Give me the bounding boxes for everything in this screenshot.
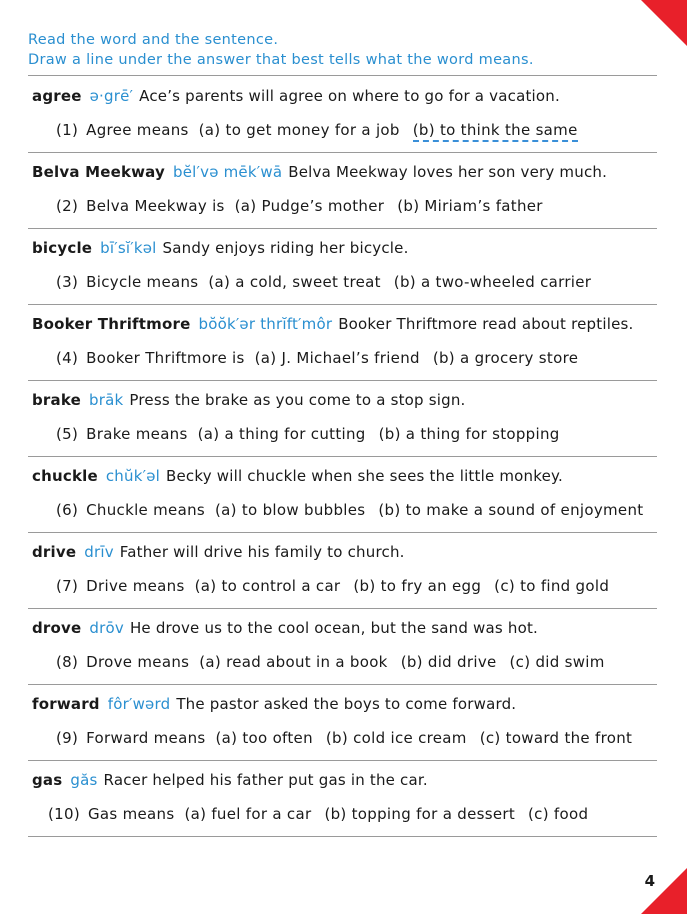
vocab-entry	[28, 380, 657, 456]
answer-option-c[interactable]: (c) did swim	[509, 653, 605, 671]
question-line	[56, 577, 609, 595]
question-line	[56, 121, 578, 139]
vocab-entry	[28, 684, 657, 760]
pronunciation: găs	[70, 771, 98, 789]
answer-option-a[interactable]: (a) fuel for a car	[184, 805, 312, 823]
answer-option-a[interactable]: (a) to control a car	[194, 577, 341, 595]
question-prompt: Bicycle means	[86, 273, 199, 291]
answer-option-b[interactable]: (b) topping for a dessert	[324, 805, 516, 823]
pronunciation: chŭk′əl	[105, 467, 160, 485]
vocab-word: gas	[32, 771, 63, 789]
question-prompt: Forward means	[86, 729, 206, 747]
question-number: (5)	[56, 425, 79, 443]
question-number: (7)	[56, 577, 79, 595]
answer-option-b[interactable]: (b) Miriam’s father	[397, 197, 543, 215]
example-sentence: Belva Meekway loves her son very much.	[288, 163, 608, 181]
answer-option-a[interactable]: (a) to blow bubbles	[215, 501, 366, 519]
question-prompt: Gas means	[88, 805, 175, 823]
word-line	[32, 695, 516, 713]
question-line	[56, 425, 560, 443]
answer-option-a[interactable]: (a) a cold, sweet treat	[208, 273, 381, 291]
answer-option-b[interactable]: (b) cold ice cream	[325, 729, 467, 747]
vocab-entry	[28, 456, 657, 532]
example-sentence: Racer helped his father put gas in the car.	[103, 771, 428, 789]
question-prompt: Booker Thriftmore is	[86, 349, 245, 367]
example-sentence: Ace’s parents will agree on where to go for a vacation.	[139, 87, 560, 105]
question-prompt: Chuckle means	[86, 501, 205, 519]
question-prompt: Drove means	[86, 653, 190, 671]
answer-option-b[interactable]: (b) to think the same	[413, 121, 578, 142]
answer-option-b[interactable]: (b) to make a sound of enjoyment	[378, 501, 644, 519]
question-prompt: Drive means	[86, 577, 185, 595]
question-number: (8)	[56, 653, 79, 671]
vocab-entry	[28, 760, 657, 836]
divider	[28, 836, 657, 837]
question-number: (2)	[56, 197, 79, 215]
vocab-entry	[28, 152, 657, 228]
example-sentence: The pastor asked the boys to come forward.	[176, 695, 517, 713]
instruction-line-1: Read the word and the sentence.	[28, 32, 279, 48]
pronunciation: bī′sĭ′kəl	[100, 239, 157, 257]
pronunciation: brāk	[89, 391, 124, 409]
answer-option-c[interactable]: (c) to find gold	[494, 577, 610, 595]
question-line	[56, 349, 578, 367]
vocab-word: bicycle	[32, 239, 93, 257]
answer-option-b[interactable]: (b) did drive	[400, 653, 497, 671]
vocab-word: Belva Meekway	[32, 163, 166, 181]
question-number: (10)	[48, 805, 80, 823]
answer-option-b[interactable]: (b) to fry an egg	[353, 577, 482, 595]
question-prompt: Brake means	[86, 425, 188, 443]
answer-option-a[interactable]: (a) too often	[215, 729, 313, 747]
instruction-line-2: Draw a line under the answer that best tells what the word means.	[28, 52, 534, 68]
answer-option-a[interactable]: (a) J. Michael’s friend	[254, 349, 420, 367]
corner-decoration-top	[641, 0, 687, 46]
vocab-word: Booker Thriftmore	[32, 315, 191, 333]
answer-option-a[interactable]: (a) Pudge’s mother	[234, 197, 385, 215]
question-line	[56, 729, 632, 747]
question-number: (4)	[56, 349, 79, 367]
answer-option-b[interactable]: (b) a thing for stopping	[378, 425, 560, 443]
pronunciation: bĕl′və mēk′wā	[173, 163, 283, 181]
answer-option-a[interactable]: (a) read about in a book	[199, 653, 388, 671]
answer-option-b[interactable]: (b) a two-wheeled carrier	[393, 273, 592, 291]
vocab-word: drive	[32, 543, 77, 561]
page-number: 4	[644, 872, 655, 890]
question-line	[48, 805, 588, 823]
vocab-entry	[28, 608, 657, 684]
word-line	[32, 543, 405, 561]
question-prompt: Agree means	[86, 121, 189, 139]
question-number: (9)	[56, 729, 79, 747]
vocab-entry	[28, 76, 657, 152]
pronunciation: drōv	[89, 619, 124, 637]
vocab-entry	[28, 228, 657, 304]
example-sentence: He drove us to the cool ocean, but the sand was hot.	[129, 619, 539, 637]
answer-option-b[interactable]: (b) a grocery store	[432, 349, 579, 367]
pronunciation: fôr′wərd	[107, 695, 171, 713]
word-line	[32, 467, 563, 485]
pronunciation: bŏŏk′ər thrĭft′môr	[198, 315, 333, 333]
answer-option-c[interactable]: (c) toward the front	[479, 729, 633, 747]
example-sentence: Sandy enjoys riding her bicycle.	[162, 239, 409, 257]
pronunciation: ə·grē′	[89, 87, 134, 105]
corner-decoration-bottom	[641, 868, 687, 914]
word-line	[32, 619, 538, 637]
vocab-word: agree	[32, 87, 82, 105]
example-sentence: Press the brake as you come to a stop sign.	[129, 391, 466, 409]
vocab-word: brake	[32, 391, 82, 409]
vocab-word: forward	[32, 695, 100, 713]
question-line	[56, 501, 643, 519]
answer-option-c[interactable]: (c) food	[528, 805, 589, 823]
question-line	[56, 197, 543, 215]
word-line	[32, 239, 409, 257]
vocab-entry	[28, 304, 657, 380]
vocab-word: drove	[32, 619, 82, 637]
example-sentence: Father will drive his family to church.	[119, 543, 405, 561]
word-line	[32, 315, 633, 333]
answer-option-a[interactable]: (a) a thing for cutting	[197, 425, 366, 443]
example-sentence: Becky will chuckle when she sees the little monkey.	[166, 467, 563, 485]
vocab-entry	[28, 532, 657, 608]
vocab-word: chuckle	[32, 467, 98, 485]
question-number: (6)	[56, 501, 79, 519]
question-line	[56, 653, 605, 671]
question-prompt: Belva Meekway is	[86, 197, 225, 215]
example-sentence: Booker Thriftmore read about reptiles.	[338, 315, 634, 333]
word-line	[32, 391, 466, 409]
word-line	[32, 163, 607, 181]
word-line	[32, 87, 560, 105]
question-line	[56, 273, 591, 291]
pronunciation: drīv	[84, 543, 114, 561]
word-line	[32, 771, 428, 789]
question-number: (3)	[56, 273, 79, 291]
instructions	[28, 30, 534, 70]
question-number: (1)	[56, 121, 79, 139]
answer-option-a[interactable]: (a) to get money for a job	[198, 121, 400, 139]
